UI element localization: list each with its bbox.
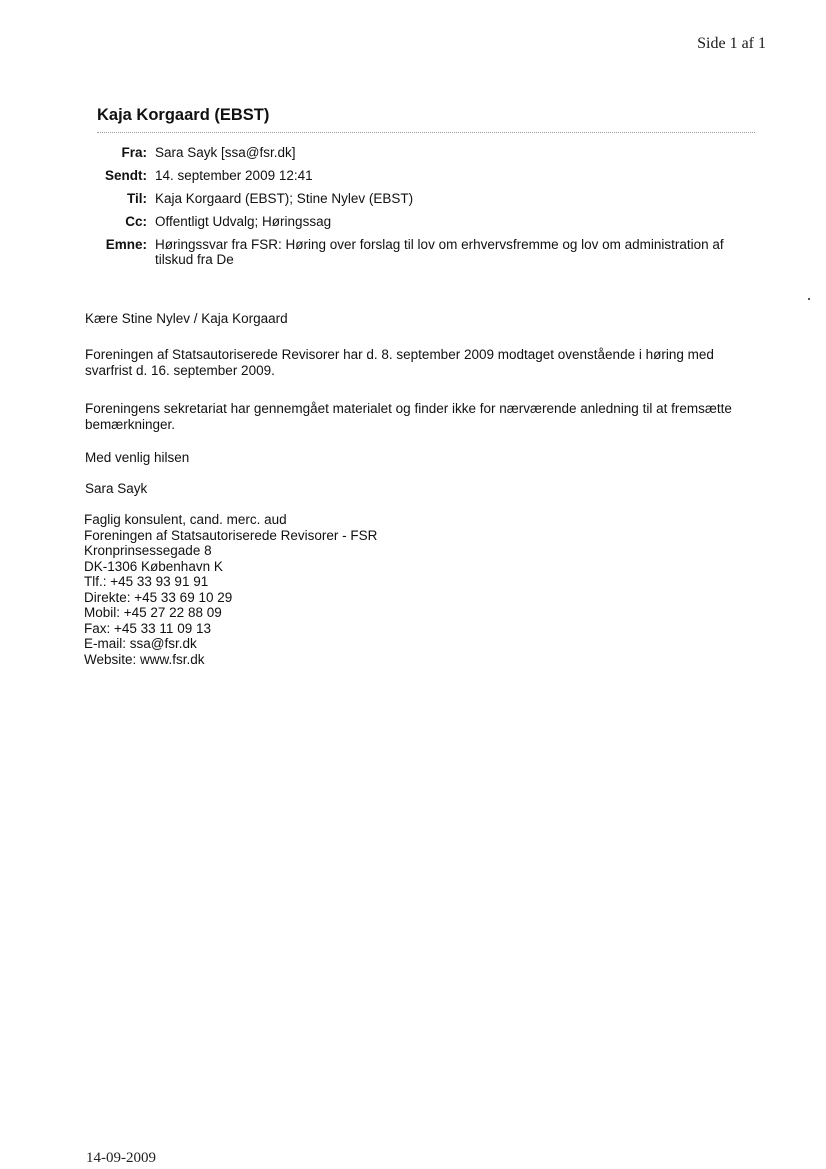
scan-speck: [808, 298, 810, 300]
sent-label: Sendt:: [105, 168, 147, 183]
cc-value: Offentligt Udvalg; Høringssag: [155, 214, 332, 229]
title-divider: [97, 132, 755, 133]
header-row-subject: [87, 237, 747, 275]
paragraph-1: Foreningen af Statsautoriserede Revisorer har d. 8. september 2009 modtaget ovenstående i høring med svarfrist d. 16. september 2009.: [85, 347, 714, 378]
header-row-cc: [87, 214, 747, 237]
email-header: [87, 145, 747, 275]
from-value: Sara Sayk [ssa@fsr.dk]: [155, 145, 296, 160]
recipient-title: Kaja Korgaard (EBST): [97, 106, 270, 124]
signature-block: [84, 512, 377, 667]
signature-organization: Foreningen af Statsautoriserede Revisorer - FSR: [84, 527, 378, 543]
header-row-from: [87, 145, 747, 168]
greeting: Kære Stine Nylev / Kaja Korgaard: [85, 311, 288, 326]
subject-label: Emne:: [105, 237, 147, 252]
closing: Med venlig hilsen: [85, 450, 190, 465]
header-row-sent: [87, 168, 747, 191]
signature-mobile: Mobil: +45 27 22 88 09: [84, 605, 222, 620]
paragraph-2: Foreningens sekretariat har gennemgået materialet og finder ikke for nærværende anledning til at fremsætte bemærkninger.: [85, 401, 732, 432]
sent-value: 14. september 2009 12:41: [155, 168, 313, 183]
signature-email[interactable]: E-mail: ssa@fsr.dk: [84, 636, 197, 651]
signature-street: Kronprinsessegade 8: [84, 543, 212, 558]
to-label: Til:: [127, 191, 147, 206]
signature-website[interactable]: Website: www.fsr.dk: [84, 651, 205, 667]
signature-title: Faglig konsulent, cand. merc. aud: [84, 512, 287, 527]
signature-fax: Fax: +45 33 11 09 13: [84, 620, 211, 636]
footer-date: 14-09-2009: [86, 1150, 156, 1166]
signature-city: DK-1306 København K: [84, 558, 223, 574]
signature-direct: Direkte: +45 33 69 10 29: [84, 589, 233, 605]
signature-phone: Tlf.: +45 33 93 91 91: [84, 574, 209, 589]
from-label: Fra:: [121, 145, 147, 160]
sender-name: Sara Sayk: [85, 481, 148, 496]
header-row-to: [87, 191, 747, 214]
to-value: Kaja Korgaard (EBST); Stine Nylev (EBST): [155, 191, 414, 206]
subject-value: Høringssvar fra FSR: Høring over forslag til lov om erhvervsfremme og lov om administration af tilskud fra De: [155, 237, 724, 267]
page-number: Side 1 af 1: [697, 35, 766, 52]
cc-label: Cc:: [125, 214, 147, 229]
